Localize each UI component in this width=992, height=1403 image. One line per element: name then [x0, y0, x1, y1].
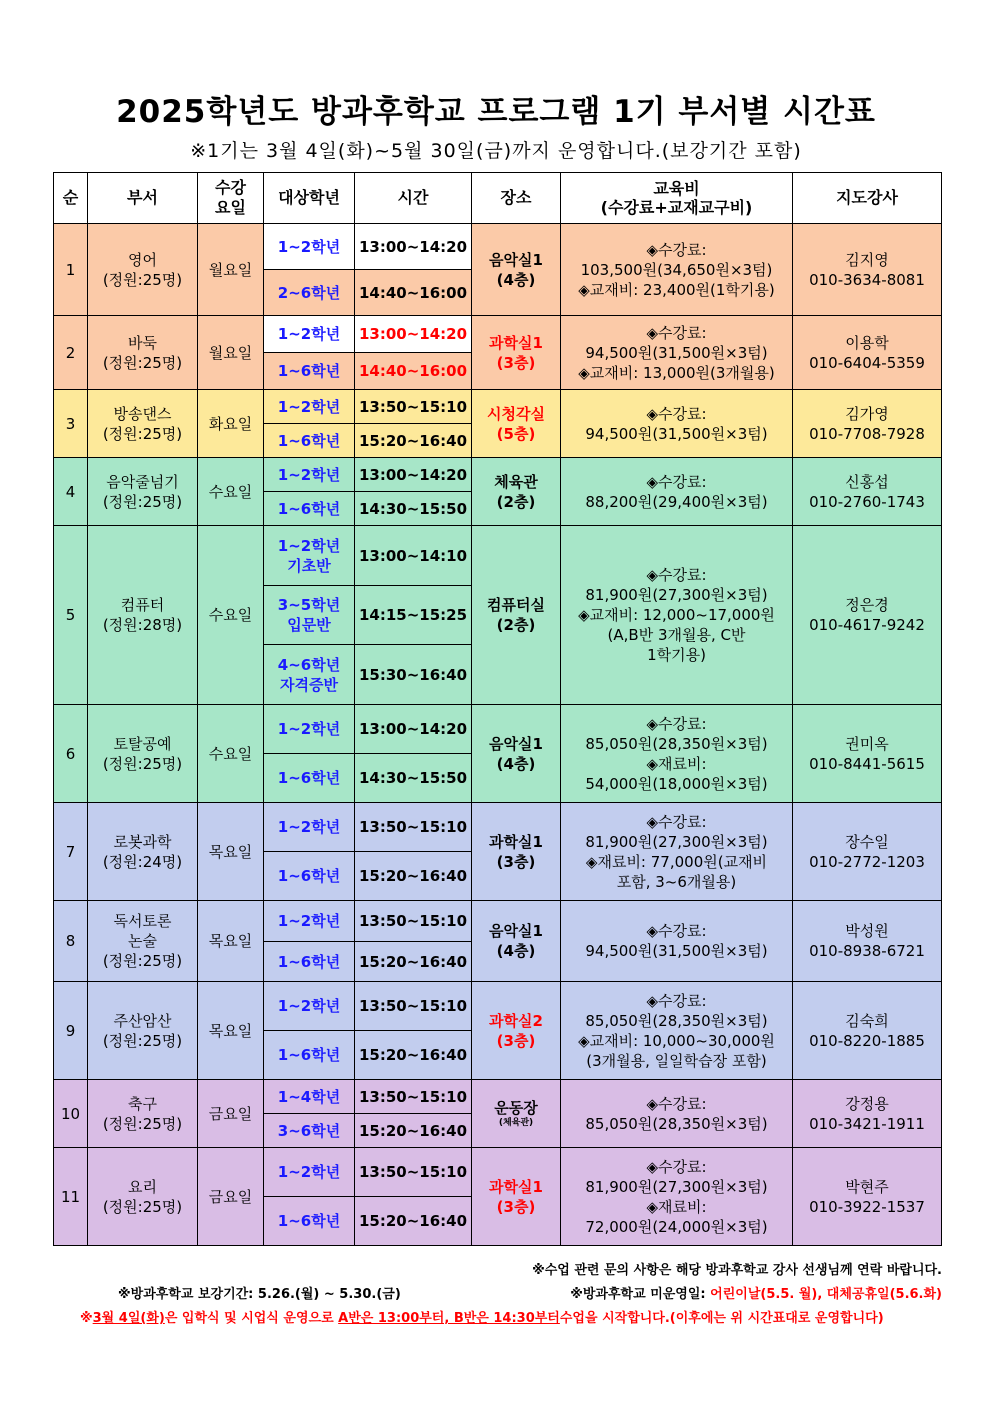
target-grade: 1~2학년 — [264, 390, 355, 424]
contact-note: ※수업 관련 문의 사항은 해당 방과후학교 강사 선생님께 연락 바랍니다. — [532, 1263, 942, 1278]
row-number: 4 — [54, 458, 88, 526]
table-row — [54, 901, 942, 942]
target-grade: 1~2학년 기초반 — [264, 526, 355, 586]
header-time: 시간 — [355, 173, 472, 224]
class-time: 14:30~15:50 — [355, 492, 472, 526]
department: 음악줄넘기 (정원:25명) — [88, 458, 198, 526]
target-grade: 4~6학년 자격증반 — [264, 645, 355, 705]
header-teacher: 지도강사 — [793, 173, 942, 224]
class-time: 13:50~15:10 — [355, 901, 472, 942]
instructor: 정은경 010-4617-9242 — [793, 526, 942, 705]
header-day: 수강 요일 — [198, 173, 264, 224]
class-time: 13:00~14:10 — [355, 526, 472, 586]
makeup-period-note: ※방과후학교 보강기간: 5.26.(월) ~ 5.30.(금) — [118, 1287, 401, 1302]
target-grade: 2~6학년 — [264, 270, 355, 316]
table-row — [54, 1080, 942, 1114]
target-grade: 1~6학년 — [264, 754, 355, 803]
location: 체육관 (2층) — [472, 458, 561, 526]
department: 요리 (정원:25명) — [88, 1148, 198, 1246]
row-number: 11 — [54, 1148, 88, 1246]
target-grade: 1~6학년 — [264, 353, 355, 390]
tuition-fee: ◈수강료: 103,500원(34,650원×3텀) ◈교재비: 23,400원(1학기용) — [561, 224, 793, 316]
instructor: 박성원 010-8938-6721 — [793, 901, 942, 982]
weekday: 수요일 — [198, 705, 264, 803]
class-time: 13:50~15:10 — [355, 1148, 472, 1197]
department: 축구 (정원:25명) — [88, 1080, 198, 1148]
header-no: 순 — [54, 173, 88, 224]
class-time: 15:30~16:40 — [355, 645, 472, 705]
target-grade: 1~6학년 — [264, 492, 355, 526]
class-time: 15:20~16:40 — [355, 1197, 472, 1246]
class-time: 13:00~14:20 — [355, 458, 472, 492]
location: 운동장 (체육관) — [472, 1080, 561, 1148]
instructor: 김지영 010-3634-8081 — [793, 224, 942, 316]
tuition-fee: ◈수강료: 94,500원(31,500원×3텀) — [561, 901, 793, 982]
location: 음악실1 (4층) — [472, 901, 561, 982]
weekday: 금요일 — [198, 1148, 264, 1246]
weekday: 월요일 — [198, 316, 264, 390]
class-time: 15:20~16:40 — [355, 424, 472, 458]
instructor: 권미옥 010-8441-5615 — [793, 705, 942, 803]
weekday: 금요일 — [198, 1080, 264, 1148]
department: 방송댄스 (정원:25명) — [88, 390, 198, 458]
row-number: 5 — [54, 526, 88, 705]
department: 독서토론 논술 (정원:25명) — [88, 901, 198, 982]
page-subtitle: ※1기는 3월 4일(화)~5월 30일(금)까지 운영합니다.(보강기간 포함) — [190, 140, 802, 162]
department: 주산암산 (정원:25명) — [88, 982, 198, 1080]
class-time: 14:40~16:00 — [355, 353, 472, 390]
class-time: 13:50~15:10 — [355, 982, 472, 1031]
target-grade: 1~2학년 — [264, 224, 355, 270]
instructor: 이용학 010-6404-5359 — [793, 316, 942, 390]
row-number: 9 — [54, 982, 88, 1080]
class-time: 15:20~16:40 — [355, 942, 472, 982]
header-dept: 부서 — [88, 173, 198, 224]
location: 과학실2 (3층) — [472, 982, 561, 1080]
weekday: 화요일 — [198, 390, 264, 458]
location: 과학실1 (3층) — [472, 316, 561, 390]
table-row — [54, 526, 942, 586]
target-grade: 3~5학년 입문반 — [264, 586, 355, 645]
row-number: 2 — [54, 316, 88, 390]
target-grade: 1~2학년 — [264, 803, 355, 852]
table-row — [54, 390, 942, 424]
instructor: 강정용 010-3421-1911 — [793, 1080, 942, 1148]
instructor: 신홍섭 010-2760-1743 — [793, 458, 942, 526]
row-number: 10 — [54, 1080, 88, 1148]
table-row — [54, 1148, 942, 1197]
location: 시청각실 (5층) — [472, 390, 561, 458]
class-time: 13:50~15:10 — [355, 390, 472, 424]
weekday: 목요일 — [198, 803, 264, 901]
header-place: 장소 — [472, 173, 561, 224]
target-grade: 1~6학년 — [264, 942, 355, 982]
tuition-fee: ◈수강료: 94,500원(31,500원×3텀) — [561, 390, 793, 458]
table-row — [54, 316, 942, 353]
class-time: 15:20~16:40 — [355, 1031, 472, 1080]
target-grade: 1~4학년 — [264, 1080, 355, 1114]
department: 영어 (정원:25명) — [88, 224, 198, 316]
target-grade: 1~2학년 — [264, 316, 355, 353]
department: 토탈공예 (정원:25명) — [88, 705, 198, 803]
department: 컴퓨터 (정원:28명) — [88, 526, 198, 705]
tuition-fee: ◈수강료: 81,900원(27,300원×3텀) ◈교재비: 12,000~17,000원 (A,B반 3개월용, C반 1학기용) — [561, 526, 793, 705]
location: 과학실1 (3층) — [472, 803, 561, 901]
department: 바둑 (정원:25명) — [88, 316, 198, 390]
row-number: 6 — [54, 705, 88, 803]
target-grade: 1~6학년 — [264, 852, 355, 901]
weekday: 수요일 — [198, 526, 264, 705]
location: 음악실1 (4층) — [472, 705, 561, 803]
instructor: 장수일 010-2772-1203 — [793, 803, 942, 901]
department: 로봇과학 (정원:24명) — [88, 803, 198, 901]
target-grade: 1~6학년 — [264, 1197, 355, 1246]
class-time: 13:00~14:20 — [355, 316, 472, 353]
first-day-note: ※3월 4일(화)은 입학식 및 시업식 운영으로 A반은 13:00부터, B반은 14:30부터수업을 시작합니다.(이후에는 위 시간표대로 운영합니다) — [80, 1311, 884, 1326]
instructor: 박현주 010-3922-1537 — [793, 1148, 942, 1246]
location: 음악실1 (4층) — [472, 224, 561, 316]
tuition-fee: ◈수강료: 81,900원(27,300원×3텀) ◈재료비: 72,000원(24,000원×3텀) — [561, 1148, 793, 1246]
target-grade: 1~2학년 — [264, 1148, 355, 1197]
location: 과학실1 (3층) — [472, 1148, 561, 1246]
class-time: 14:40~16:00 — [355, 270, 472, 316]
row-number: 7 — [54, 803, 88, 901]
page-title: 2025학년도 방과후학교 프로그램 1기 부서별 시간표 — [116, 94, 876, 130]
closed-days-note: ※방과후학교 미운영일: 어린이날(5.5. 월), 대체공휴일(5.6.화) — [570, 1287, 942, 1302]
tuition-fee: ◈수강료: 81,900원(27,300원×3텀) ◈재료비: 77,000원(교재비 포함, 3~6개월용) — [561, 803, 793, 901]
class-time: 14:15~15:25 — [355, 586, 472, 645]
class-time: 14:30~15:50 — [355, 754, 472, 803]
target-grade: 1~2학년 — [264, 982, 355, 1031]
tuition-fee: ◈수강료: 94,500원(31,500원×3텀) ◈교재비: 13,000원(3개월용) — [561, 316, 793, 390]
table-row — [54, 458, 942, 492]
instructor: 김숙희 010-8220-1885 — [793, 982, 942, 1080]
tuition-fee: ◈수강료: 88,200원(29,400원×3텀) — [561, 458, 793, 526]
target-grade: 1~2학년 — [264, 901, 355, 942]
target-grade: 1~2학년 — [264, 705, 355, 754]
instructor: 김가영 010-7708-7928 — [793, 390, 942, 458]
table-row — [54, 224, 942, 270]
table-header-row — [54, 173, 942, 224]
row-number: 8 — [54, 901, 88, 982]
row-number: 1 — [54, 224, 88, 316]
header-grade: 대상학년 — [264, 173, 355, 224]
target-grade: 1~6학년 — [264, 1031, 355, 1080]
tuition-fee: ◈수강료: 85,050원(28,350원×3텀) ◈재료비: 54,000원(18,000원×3텀) — [561, 705, 793, 803]
table-row — [54, 982, 942, 1031]
weekday: 목요일 — [198, 982, 264, 1080]
tuition-fee: ◈수강료: 85,050원(28,350원×3텀) — [561, 1080, 793, 1148]
class-time: 13:00~14:20 — [355, 224, 472, 270]
target-grade: 1~2학년 — [264, 458, 355, 492]
target-grade: 3~6학년 — [264, 1114, 355, 1148]
weekday: 수요일 — [198, 458, 264, 526]
table-row — [54, 803, 942, 852]
target-grade: 1~6학년 — [264, 424, 355, 458]
table-row — [54, 705, 942, 754]
schedule-table — [53, 172, 942, 1246]
row-number: 3 — [54, 390, 88, 458]
weekday: 월요일 — [198, 224, 264, 316]
header-fee: 교육비 (수강료+교재교구비) — [561, 173, 793, 224]
class-time: 15:20~16:40 — [355, 1114, 472, 1148]
tuition-fee: ◈수강료: 85,050원(28,350원×3텀) ◈교재비: 10,000~30,000원 (3개월용, 일일학습장 포함) — [561, 982, 793, 1080]
class-time: 13:50~15:10 — [355, 803, 472, 852]
location: 컴퓨터실 (2층) — [472, 526, 561, 705]
class-time: 13:00~14:20 — [355, 705, 472, 754]
class-time: 13:50~15:10 — [355, 1080, 472, 1114]
class-time: 15:20~16:40 — [355, 852, 472, 901]
weekday: 목요일 — [198, 901, 264, 982]
